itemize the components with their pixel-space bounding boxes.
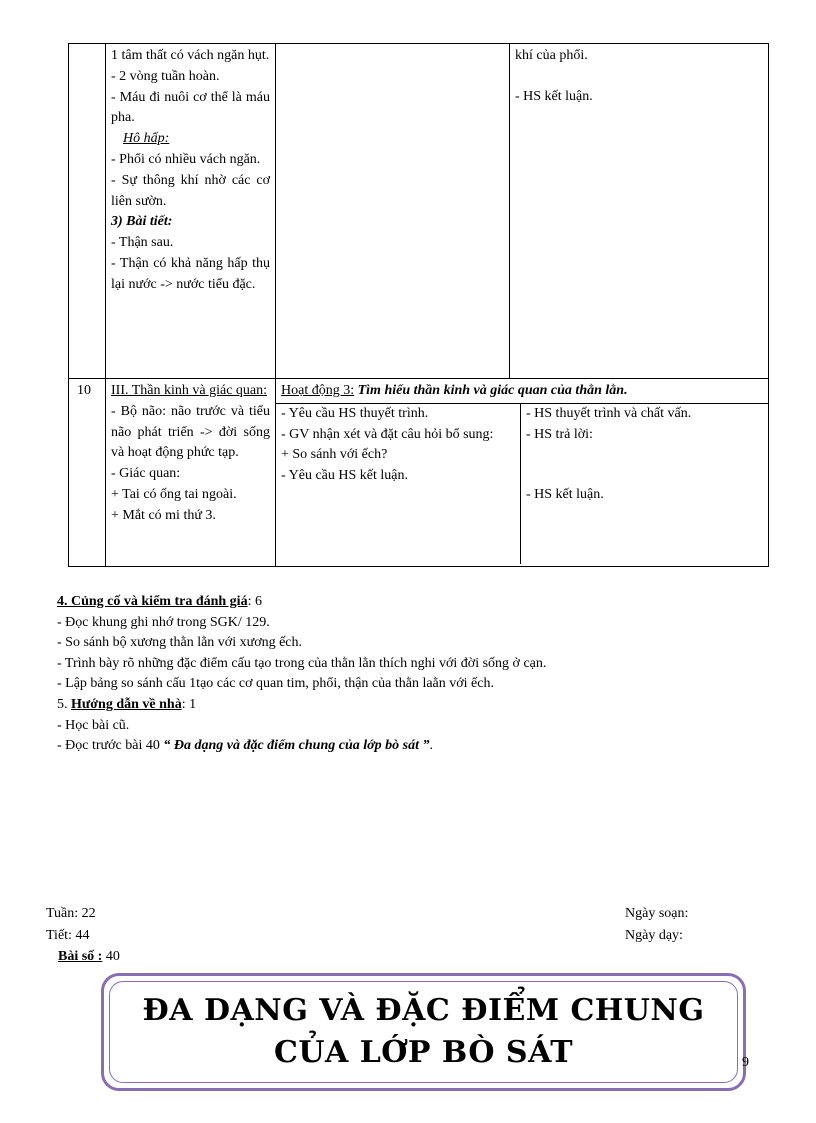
content-line: - 2 vòng tuần hoàn. bbox=[111, 68, 220, 84]
reading-title: “ Đa dạng và đặc điểm chung của lớp bò sát ” bbox=[163, 738, 430, 754]
table-row bbox=[69, 44, 769, 379]
teacher-line: - GV nhận xét và đặt câu hỏi bổ sung: bbox=[281, 426, 494, 442]
lesson-number bbox=[58, 949, 120, 965]
subheading-excretion: 3) Bài tiết: bbox=[111, 214, 173, 230]
student-line: khí của phổi. bbox=[515, 48, 588, 63]
content-line: + Tai có ống tai ngoài. bbox=[111, 486, 237, 502]
title-line-1: ĐA DẠNG VÀ ĐẶC ĐIỂM CHUNG bbox=[142, 993, 705, 1028]
content-line: - Giác quan: bbox=[111, 466, 181, 482]
time-cell: 10 bbox=[69, 379, 106, 567]
period-label: Tiết: 44 bbox=[46, 928, 90, 943]
list-item: - Học bài cũ. bbox=[57, 717, 130, 733]
activity-cell bbox=[276, 379, 769, 567]
lesson-number-value: 40 bbox=[102, 949, 120, 964]
reading-suffix: . bbox=[429, 738, 433, 754]
student-cell bbox=[510, 44, 769, 379]
page-number: 9 bbox=[742, 1055, 749, 1070]
reading-prefix: - Đọc trước bài 40 bbox=[57, 738, 164, 754]
section4-heading-line bbox=[57, 592, 777, 613]
section5-heading: Hướng dẫn về nhà bbox=[71, 696, 182, 712]
title-frame bbox=[101, 973, 746, 1091]
activity-label: Hoạt động 3: bbox=[281, 383, 355, 398]
consolidation-section bbox=[57, 592, 777, 757]
student-line: - HS kết luận. bbox=[515, 88, 593, 104]
content-cell bbox=[106, 379, 276, 567]
student-line: - HS thuyết trình và chất vấn. bbox=[526, 405, 692, 421]
section-title-nerve: III. Thần kinh và giác quan: bbox=[111, 383, 268, 398]
content-line: 1 tâm thất có vách ngăn hụt. bbox=[111, 48, 270, 63]
teacher-line: + So sánh với ếch? bbox=[281, 447, 388, 463]
content-line: - Sự thông khí nhờ các cơ liên sườn. bbox=[111, 172, 270, 209]
date-taught-label: Ngày dạy: bbox=[625, 928, 683, 943]
list-item bbox=[57, 736, 777, 757]
list-item: - Đọc khung ghi nhớ trong SGK/ 129. bbox=[57, 614, 270, 630]
section5-prefix: 5. bbox=[57, 696, 71, 712]
content-line: + Mắt có mi thứ 3. bbox=[111, 507, 216, 523]
activity-title: Tìm hiểu thần kinh và giác quan của thằn lằn. bbox=[357, 383, 628, 398]
section4-heading: 4. Củng cố và kiểm tra đánh giá bbox=[57, 594, 248, 609]
student-activity bbox=[521, 404, 768, 564]
table-row bbox=[69, 379, 769, 567]
teacher-line: - Yêu cầu HS thuyết trình. bbox=[281, 405, 429, 421]
teacher-line: - Yêu cầu HS kết luận. bbox=[281, 468, 408, 484]
section5-minutes: : 1 bbox=[181, 696, 197, 712]
content-line: - Máu đi nuôi cơ thể là máu pha. bbox=[111, 89, 270, 126]
list-item: - So sánh bộ xương thằn lằn với xương ếch. bbox=[57, 635, 303, 651]
content-line: - Bộ não: não trước và tiểu não phát triển -> đời sống và hoạt động phức tạp. bbox=[111, 403, 270, 461]
list-item: - Lập bảng so sánh cấu 1tạo các cơ quan tim, phổi, thận của thằn laằn với ếch. bbox=[57, 676, 494, 692]
list-item: - Trình bày rõ những đặc điểm cấu tạo trong của thằn lằn thích nghi với đời sống ở cạn. bbox=[57, 655, 547, 671]
student-line: - HS kết luận. bbox=[526, 487, 604, 503]
lesson-number-label: Bài số : bbox=[58, 949, 103, 964]
lesson-title bbox=[104, 990, 743, 1074]
teacher-cell bbox=[276, 44, 510, 379]
subheading-respiration: Hô hấp: bbox=[123, 131, 170, 147]
week-label: Tuần: 22 bbox=[46, 906, 96, 921]
section4-minutes: : 6 bbox=[247, 594, 262, 609]
teacher-activity bbox=[276, 404, 521, 564]
section5-heading-line bbox=[57, 695, 777, 716]
activity-header bbox=[276, 379, 768, 404]
content-line: - Phổi có nhiều vách ngăn. bbox=[111, 151, 261, 167]
student-line: - HS trả lời: bbox=[526, 426, 593, 442]
content-line: - Thận có khả năng hấp thụ lại nước -> nước tiểu đặc. bbox=[111, 255, 270, 292]
content-cell bbox=[106, 44, 276, 379]
time-cell bbox=[69, 44, 106, 379]
content-line: - Thận sau. bbox=[111, 235, 174, 251]
lesson-table bbox=[68, 43, 769, 567]
title-line-2: CỦA LỚP BÒ SÁT bbox=[273, 1035, 574, 1070]
date-prepared-label: Ngày soạn: bbox=[625, 906, 689, 921]
